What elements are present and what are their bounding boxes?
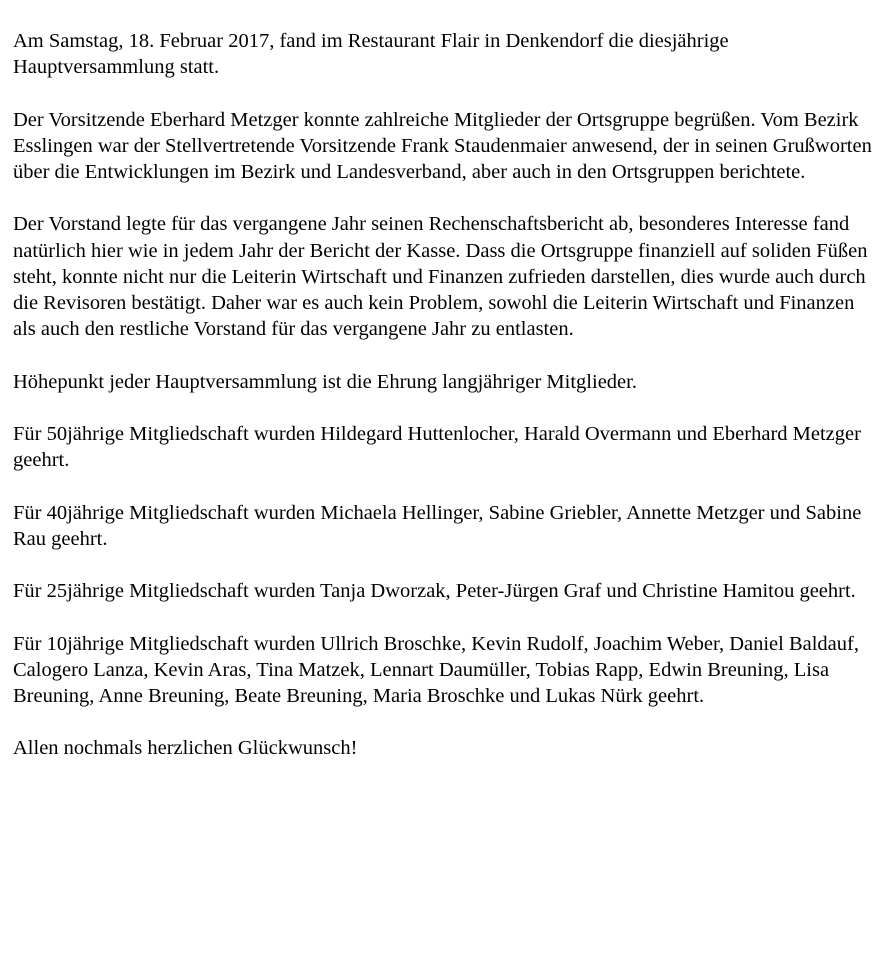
paragraph-honors-40: Für 40jährige Mitgliedschaft wurden Michaela Hellinger, Sabine Griebler, Annette Metzger und Sabine Rau geehrt. [13,501,862,550]
paragraph-greeting: Der Vorsitzende Eberhard Metzger konnte zahlreiche Mitglieder der Ortsgruppe begrüßen. Vom Bezirk Esslingen war der Stellvertretende Vorsitzende Frank Staudenmaier anwesend, der in seinen Grußworten über die Entwicklungen im Bezirk und Landesverband, aber auch in den Ortsgruppen berichtete. [13,108,872,183]
paragraph-honors-10: Für 10jährige Mitgliedschaft wurden Ullrich Broschke, Kevin Rudolf, Joachim Weber, Daniel Baldauf, Calogero Lanza, Kevin Aras, Tina Matzek, Lennart Daumüller, Tobias Rapp, Edwin Breuning, Lisa Breuning, Anne Breuning, Beate Breuning, Maria Broschke und Lukas Nürk geehrt. [13,632,859,707]
paragraph-closing: Allen nochmals herzlichen Glückwunsch! [13,737,358,760]
paragraph-intro: Am Samstag, 18. Februar 2017, fand im Restaurant Flair in Denkendorf die diesjährige Hauptversammlung statt. [13,30,729,79]
paragraph-report: Der Vorstand legte für das vergangene Jahr seinen Rechenschaftsbericht ab, besonderes Interesse fand natürlich hier wie in jedem Jahr der Bericht der Kasse. Dass die Ortsgruppe finanziell auf soliden Füßen steht, konnte nicht nur die Leiterin Wirtschaft und Finanzen zufrieden darstellen, dies wurde auch durch die Revisoren bestätigt. Daher war es auch kein Problem, sowohl die Leiterin Wirtschaft und Finanzen als auch den restliche Vorstand für das vergangene Jahr zu entlasten. [13,213,868,341]
document-body [13,28,879,788]
paragraph-honors-intro: Höhepunkt jeder Hauptversammlung ist die Ehrung langjähriger Mitglieder. [13,370,637,393]
paragraph-honors-50: Für 50jährige Mitgliedschaft wurden Hildegard Huttenlocher, Harald Overmann und Eberhard Metzger geehrt. [13,422,861,472]
paragraph-honors-25: Für 25jährige Mitgliedschaft wurden Tanja Dworzak, Peter-Jürgen Graf und Christine Hamitou geehrt. [13,580,856,603]
